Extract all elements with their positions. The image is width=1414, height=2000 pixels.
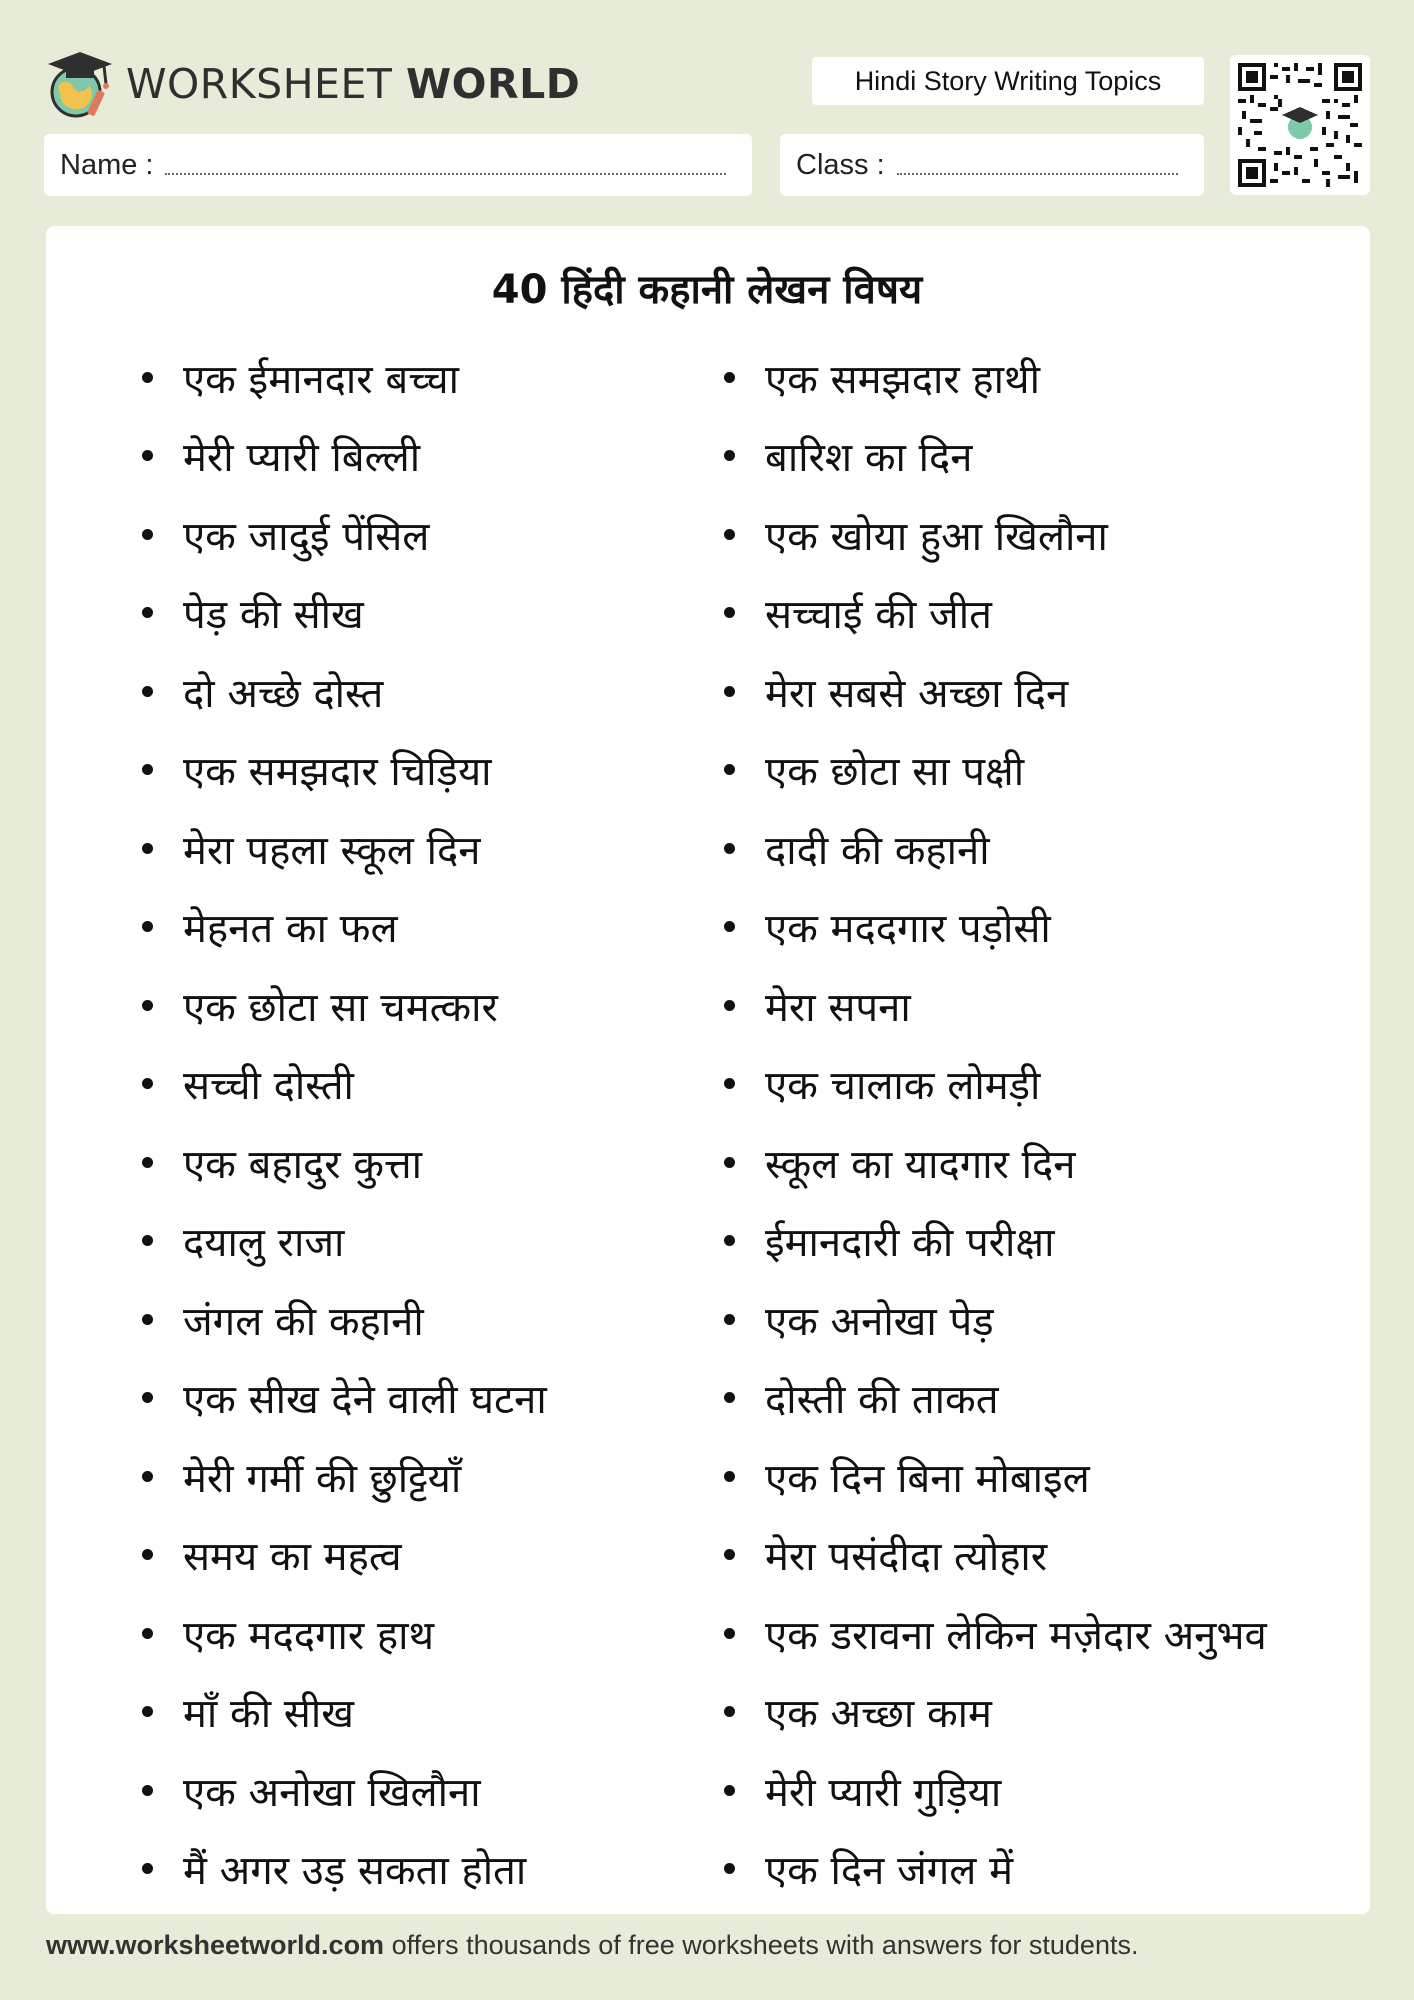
topic-text: मैं अगर उड़ सकता होता <box>183 1848 527 1895</box>
list-item <box>724 338 1267 417</box>
bullet <box>724 607 735 618</box>
list-item <box>142 1123 547 1202</box>
bullet <box>724 1157 735 1168</box>
topic-text: एक बहादुर कुत्ता <box>183 1141 423 1188</box>
topic-text: जंगल की कहानी <box>183 1298 424 1345</box>
bullet <box>724 1000 735 1011</box>
topic-text: एक मददगार हाथ <box>183 1612 435 1659</box>
topic-text: स्कूल का यादगार दिन <box>765 1141 1076 1188</box>
brand-name <box>126 60 580 108</box>
bullet <box>142 1000 153 1011</box>
topic-text: समय का महत्व <box>183 1534 402 1581</box>
topic-text: एक छोटा सा चमत्कार <box>183 984 498 1031</box>
list-item <box>142 1437 547 1516</box>
list-item <box>724 1045 1267 1124</box>
topic-text: मेरी गर्मी की छुट्टियाँ <box>183 1455 462 1502</box>
topic-text: दादी की कहानी <box>765 827 990 874</box>
bullet <box>724 450 735 461</box>
list-item <box>724 652 1267 731</box>
bullet <box>724 1471 735 1482</box>
footer <box>46 1930 1138 1961</box>
list-item <box>142 1751 547 1830</box>
topic-text: एक ईमानदार बच्चा <box>183 356 460 403</box>
list-item <box>142 1045 547 1124</box>
list-item <box>724 731 1267 810</box>
bullet <box>724 764 735 775</box>
list-item <box>142 1830 547 1909</box>
list-item <box>724 809 1267 888</box>
bullet <box>142 1157 153 1168</box>
topic-text: एक अच्छा काम <box>765 1691 992 1738</box>
bullet <box>724 529 735 540</box>
bullet <box>142 1078 153 1089</box>
list-item <box>142 338 547 417</box>
list-item <box>724 1359 1267 1438</box>
class-label: Class : <box>796 148 885 181</box>
bullet <box>724 686 735 697</box>
bullet <box>142 764 153 775</box>
list-item <box>724 1751 1267 1830</box>
list-item <box>724 1594 1267 1673</box>
topic-text: पेड़ की सीख <box>183 592 364 639</box>
list-item <box>724 1673 1267 1752</box>
list-item <box>724 1123 1267 1202</box>
topic-badge: Hindi Story Writing Topics <box>812 57 1204 105</box>
topic-text: एक समझदार चिड़िया <box>183 749 492 796</box>
bullet <box>724 1549 735 1560</box>
list-item <box>142 888 547 967</box>
topic-text: दयालु राजा <box>183 1220 345 1267</box>
topic-text: मेरी प्यारी गुड़िया <box>765 1769 1002 1816</box>
bullet <box>142 450 153 461</box>
bullet <box>724 1628 735 1639</box>
topic-text: मेरी प्यारी बिल्ली <box>183 435 421 482</box>
topic-text: एक अनोखा खिलौना <box>183 1769 481 1816</box>
qr-code-icon <box>1238 63 1362 187</box>
list-item <box>142 966 547 1045</box>
topic-text: दो अच्छे दोस्त <box>183 670 384 717</box>
topic-text: मेरा पसंदीदा त्योहार <box>765 1534 1048 1581</box>
topic-text: मेरा पहला स्कूल दिन <box>183 827 481 874</box>
bullet <box>142 686 153 697</box>
list-item <box>724 1830 1267 1909</box>
brand-name-light: WORKSHEET <box>126 60 393 108</box>
list-item <box>724 1280 1267 1359</box>
list-item <box>724 1202 1267 1281</box>
list-item <box>142 652 547 731</box>
topic-text: बारिश का दिन <box>765 435 973 482</box>
bullet <box>142 1785 153 1796</box>
list-item <box>142 1516 547 1595</box>
topic-text: एक दिन बिना मोबाइल <box>765 1455 1090 1502</box>
bullet <box>142 1628 153 1639</box>
topic-text: एक जादुई पेंसिल <box>183 513 430 560</box>
bullet <box>724 1392 735 1403</box>
list-item <box>724 417 1267 496</box>
topic-text: एक खोया हुआ खिलौना <box>765 513 1108 560</box>
topic-text: एक समझदार हाथी <box>765 356 1040 403</box>
list-item <box>724 966 1267 1045</box>
topic-text: एक मददगार पड़ोसी <box>765 906 1051 953</box>
qr-code <box>1230 55 1370 195</box>
bullet <box>142 1471 153 1482</box>
name-field[interactable] <box>44 134 752 196</box>
list-item <box>142 809 547 888</box>
class-line[interactable] <box>897 173 1178 175</box>
bullet <box>142 607 153 618</box>
bullet <box>142 372 153 383</box>
topic-text: एक सीख देने वाली घटना <box>183 1377 547 1424</box>
list-item <box>142 1673 547 1752</box>
bullet <box>724 1706 735 1717</box>
topic-text: एक दिन जंगल में <box>765 1848 1014 1895</box>
bullet <box>724 372 735 383</box>
topic-list-left <box>142 338 547 1908</box>
list-item <box>142 1280 547 1359</box>
bullet <box>142 921 153 932</box>
list-item <box>724 574 1267 653</box>
worksheet-world-logo-icon <box>44 46 118 122</box>
bullet <box>142 843 153 854</box>
topic-text: मेहनत का फल <box>183 906 398 953</box>
footer-text: offers thousands of free worksheets with answers for students. <box>384 1930 1139 1960</box>
bullet <box>142 529 153 540</box>
bullet <box>142 1863 153 1874</box>
list-item <box>142 574 547 653</box>
bullet <box>724 1235 735 1246</box>
bullet <box>724 843 735 854</box>
bullet <box>724 1078 735 1089</box>
brand-name-bold: WORLD <box>405 60 581 108</box>
brand-logo <box>44 44 580 124</box>
topic-text: ईमानदारी की परीक्षा <box>765 1220 1055 1267</box>
topic-text: सच्चाई की जीत <box>765 592 992 639</box>
bullet <box>724 1785 735 1796</box>
bullet <box>142 1706 153 1717</box>
topic-text: दोस्ती की ताकत <box>765 1377 999 1424</box>
topic-text: एक छोटा सा पक्षी <box>765 749 1025 796</box>
bullet <box>142 1235 153 1246</box>
topic-list-right <box>724 338 1267 1908</box>
topic-text: एक डरावना लेकिन मज़ेदार अनुभव <box>765 1612 1267 1659</box>
footer-link[interactable]: www.worksheetworld.com <box>46 1930 385 1960</box>
list-item <box>142 1594 547 1673</box>
bullet <box>724 921 735 932</box>
name-label: Name : <box>60 148 154 181</box>
list-item <box>724 1437 1267 1516</box>
list-item <box>142 417 547 496</box>
list-item <box>724 1516 1267 1595</box>
class-field[interactable] <box>780 134 1204 196</box>
list-item <box>142 1359 547 1438</box>
topic-text: मेरा सपना <box>765 984 911 1031</box>
name-line[interactable] <box>165 173 726 175</box>
list-item <box>142 731 547 810</box>
bullet <box>142 1549 153 1560</box>
bullet <box>142 1392 153 1403</box>
topic-text: एक चालाक लोमड़ी <box>765 1063 1041 1110</box>
topic-text: सच्ची दोस्ती <box>183 1063 354 1110</box>
topic-text: मेरा सबसे अच्छा दिन <box>765 670 1069 717</box>
list-item <box>724 495 1267 574</box>
bullet <box>142 1314 153 1325</box>
list-item <box>724 888 1267 967</box>
topic-text: माँ की सीख <box>183 1691 354 1738</box>
bullet <box>724 1863 735 1874</box>
worksheet-title: 40 हिंदी कहानी लेखन विषय <box>491 267 923 313</box>
bullet <box>724 1314 735 1325</box>
list-item <box>142 495 547 574</box>
topic-text: एक अनोखा पेड़ <box>765 1298 994 1345</box>
list-item <box>142 1202 547 1281</box>
